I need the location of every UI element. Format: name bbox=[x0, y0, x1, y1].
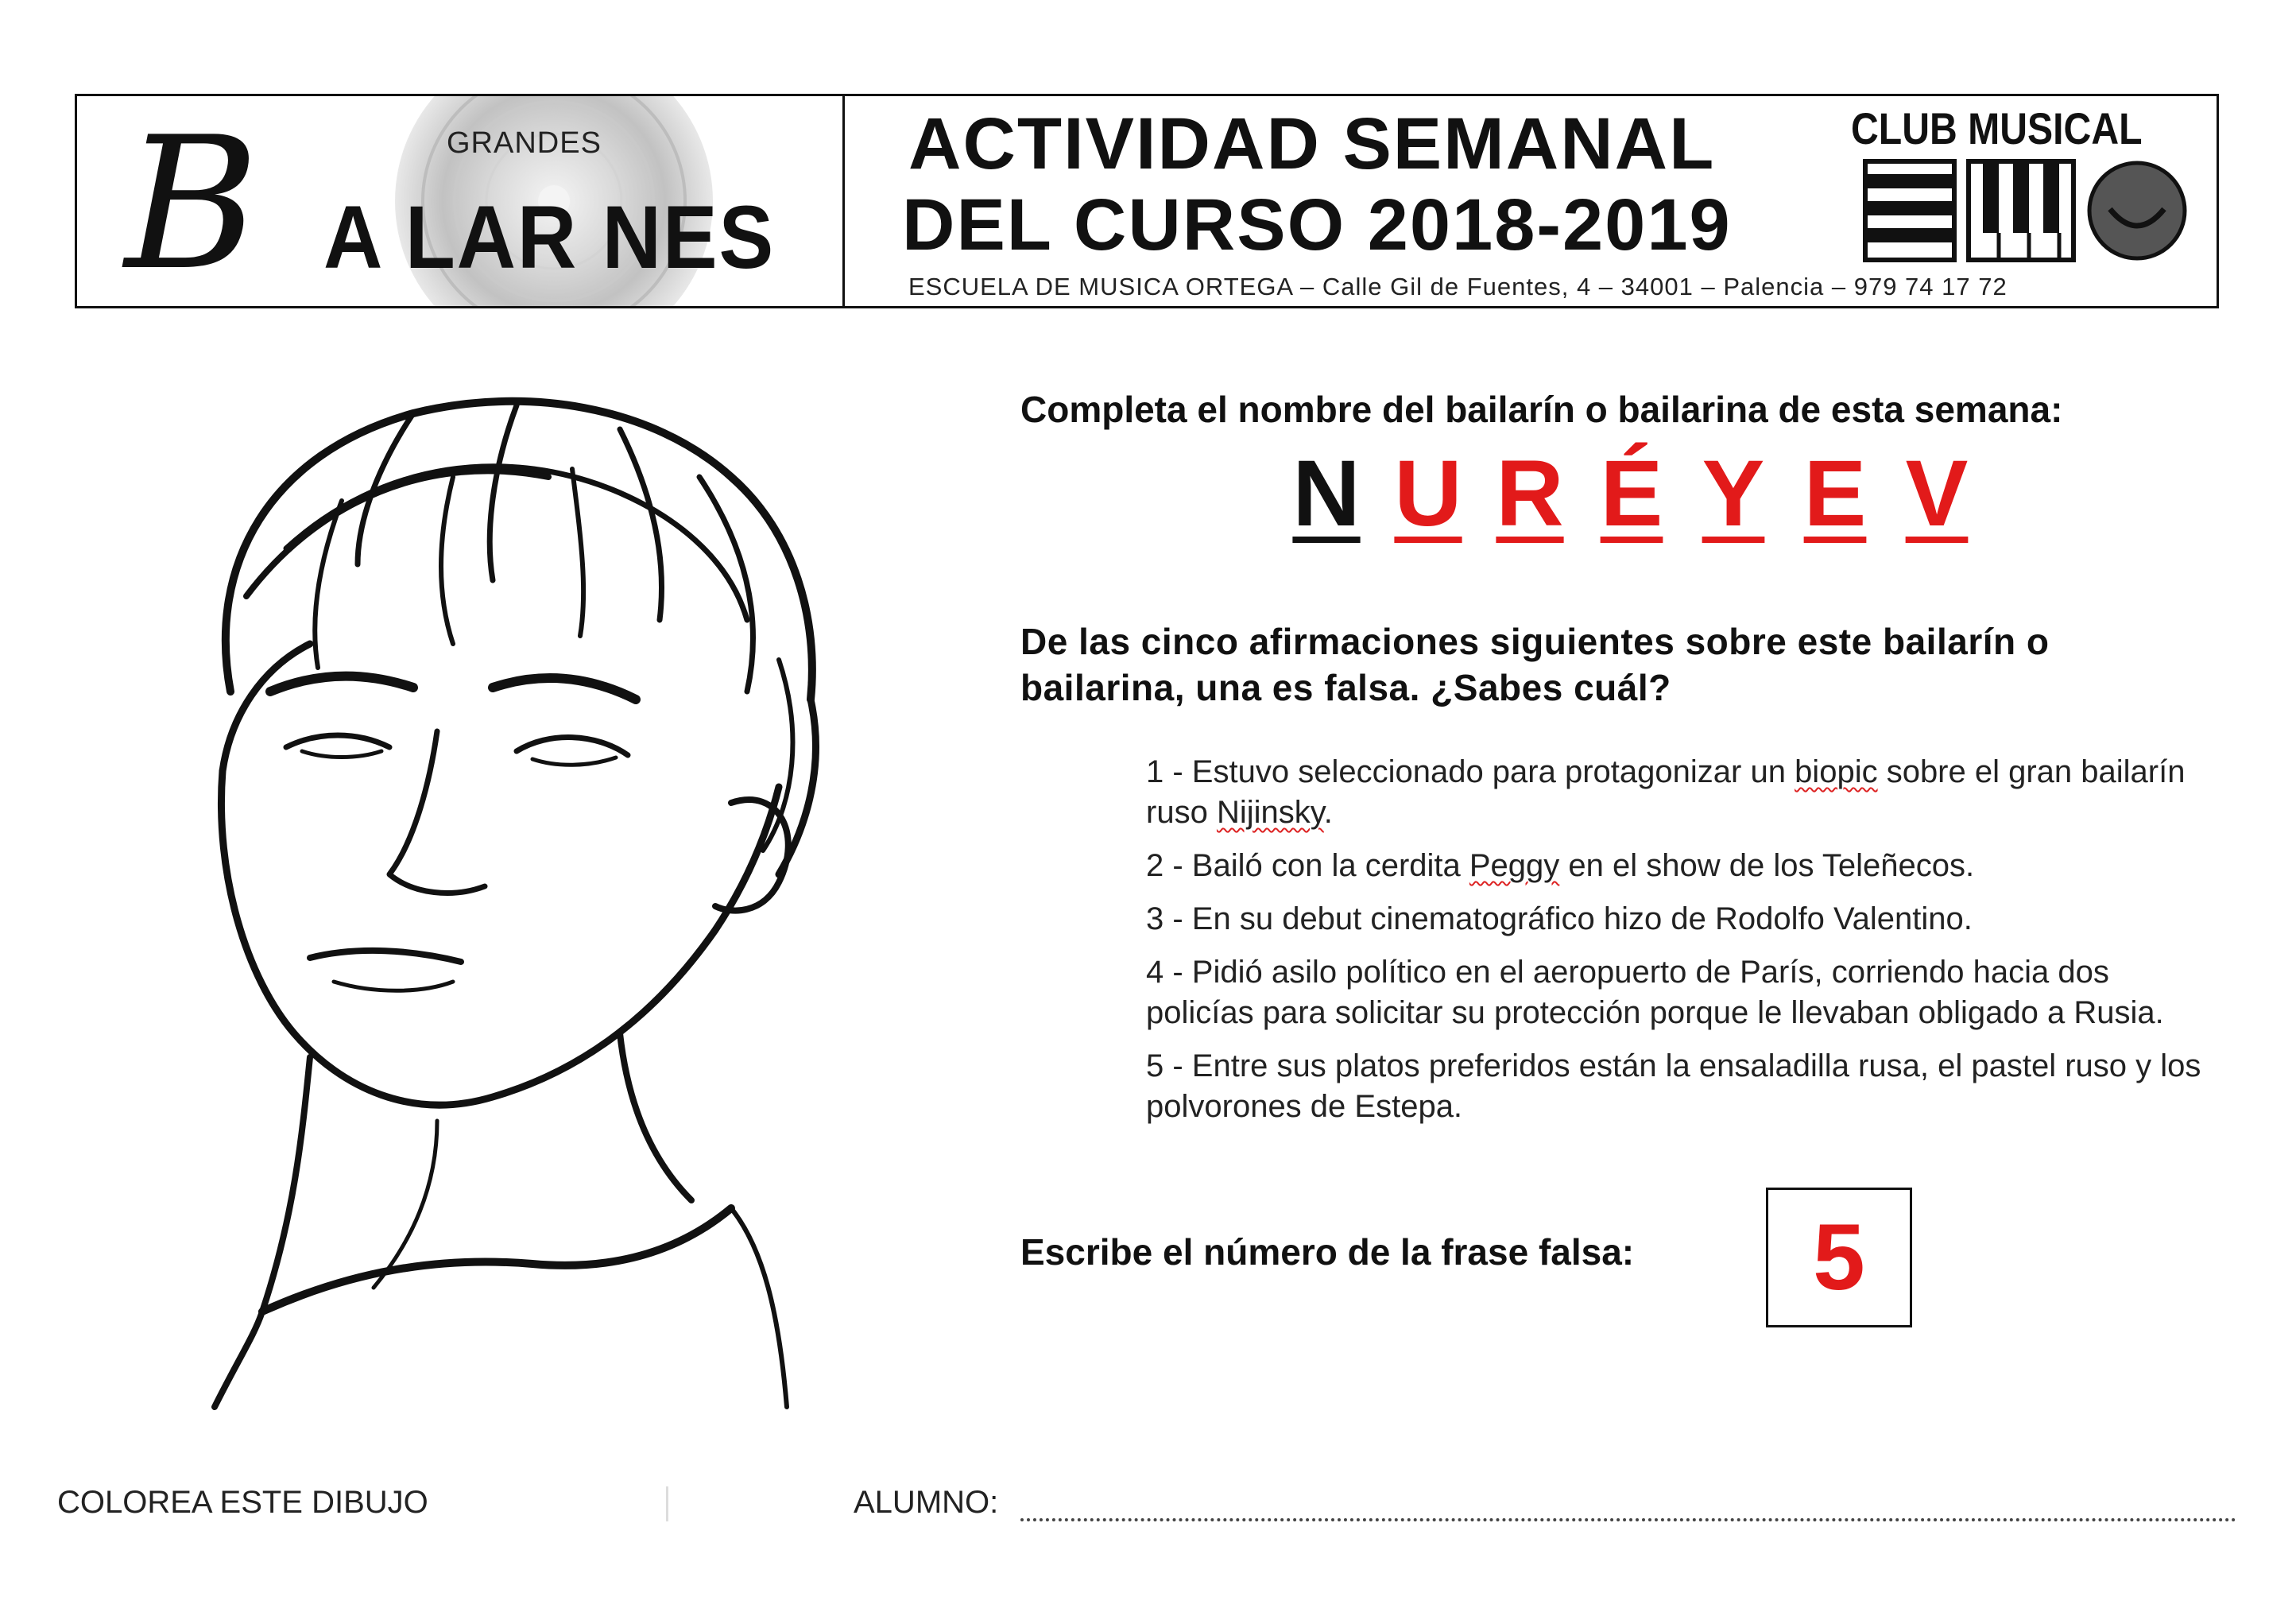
logo-small-text: GRANDES bbox=[447, 126, 602, 160]
name-letter: E bbox=[1803, 441, 1867, 546]
statement-item: 5 - Entre sus platos preferidos están la ensaladilla rusa, el pastel ruso y los polvorones de Estepa. bbox=[1146, 1048, 2201, 1124]
dancer-portrait-illustration bbox=[175, 358, 890, 1431]
dancer-name bbox=[1289, 441, 1974, 546]
student-name-line[interactable] bbox=[1020, 1486, 2236, 1521]
worksheet-header bbox=[75, 94, 2219, 308]
name-letter: É bbox=[1600, 441, 1663, 546]
answer-box[interactable]: 5 bbox=[1766, 1188, 1912, 1327]
color-instruction: COLOREA ESTE DIBUJO bbox=[57, 1485, 428, 1520]
statement-item: 2 - Bailó con la cerdita Peggy en el show de los Teleñecos. bbox=[1146, 848, 1975, 883]
piano-keys-icon bbox=[1969, 161, 2073, 260]
name-letter: V bbox=[1905, 441, 1969, 546]
quiz-question: De las cinco afirmaciones siguientes sobre este bailarín o bailarina, una es falsa. ¿Sabes cuál? bbox=[1020, 621, 2050, 708]
keyboard-icon bbox=[1865, 161, 1954, 260]
name-letter: U bbox=[1394, 441, 1462, 546]
title-line-2: DEL CURSO 2018-2019 bbox=[902, 184, 1732, 265]
title-line-1: ACTIVIDAD SEMANAL bbox=[908, 103, 1716, 184]
statement-item: 3 - En su debut cinematográfico hizo de Rodolfo Valentino. bbox=[1146, 901, 1973, 936]
name-letter: R bbox=[1496, 441, 1564, 546]
logo-wordmark: A LAR NES bbox=[323, 188, 776, 287]
statement-item: 4 - Pidió asilo político en el aeropuerto de París, corriendo hacia dos policías para solicitar su protección porque le llevaban obligado a Rusia. bbox=[1146, 955, 2164, 1030]
fill-in-name-prompt: Completa el nombre del bailarín o bailarina de esta semana: bbox=[1020, 389, 2063, 430]
grandes-bailarines-logo bbox=[77, 96, 845, 306]
divider bbox=[666, 1486, 668, 1521]
answer-prompt: Escribe el número de la frase falsa: bbox=[1020, 1231, 1635, 1273]
name-letter: N bbox=[1292, 441, 1361, 546]
statement-list bbox=[1146, 752, 2211, 1140]
club-musical-label: CLUB MUSICAL bbox=[1851, 103, 2143, 153]
club-musical-logo bbox=[1862, 157, 2196, 268]
school-address: ESCUELA DE MUSICA ORTEGA – Calle Gil de Fuentes, 4 – 34001 – Palencia – 979 74 17 72 bbox=[908, 273, 2008, 300]
logo-script-letter: B bbox=[125, 99, 260, 306]
student-label: ALUMNO: bbox=[854, 1485, 999, 1520]
statement-item: 1 - Estuvo seleccionado para protagonizar un biopic sobre el gran bailarín ruso Nijinsky. bbox=[1146, 754, 2186, 830]
smile-circle-icon bbox=[2089, 163, 2185, 258]
name-letter: Y bbox=[1702, 441, 1765, 546]
